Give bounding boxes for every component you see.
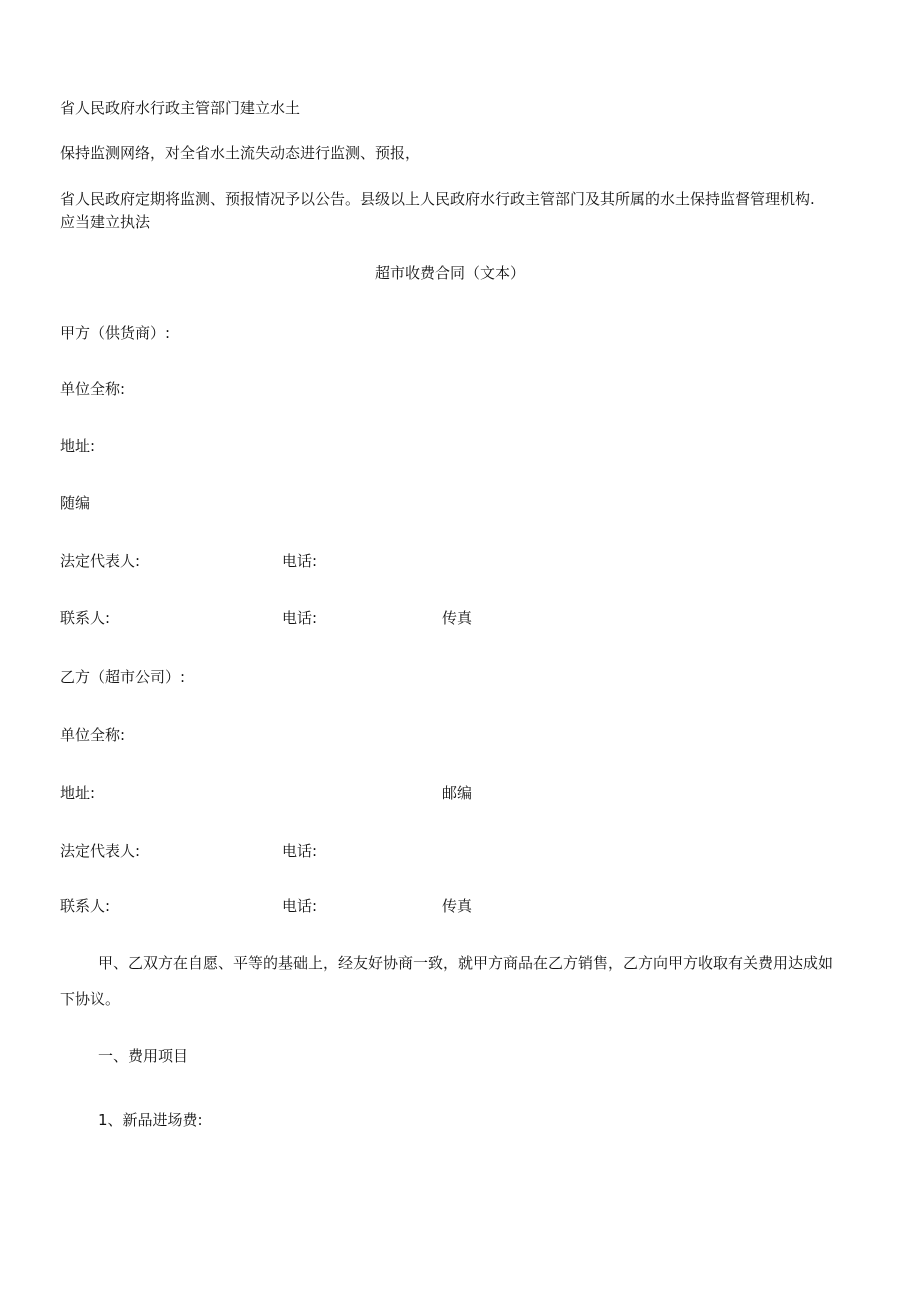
- party-b-address-label: 地址:: [60, 784, 96, 802]
- party-a-fax-label: 传真: [442, 609, 473, 627]
- agreement-line-1: 甲、乙双方在自愿、平等的基础上，经友好协商一致，就甲方商品在乙方销售，乙方向甲方收取有关费用达成如: [98, 954, 834, 972]
- party-a-contact-phone-label: 电话:: [282, 609, 318, 627]
- party-b-contact-label: 联系人:: [60, 897, 111, 915]
- party-a-heading: 甲方（供货商）:: [60, 324, 171, 342]
- section-1-heading: 一、费用项目: [98, 1047, 189, 1065]
- party-b-contact-phone-label: 电话:: [282, 897, 318, 915]
- intro-line-4: 应当建立执法: [60, 213, 151, 231]
- section-1-item-1: 1、新品进场费:: [98, 1111, 203, 1129]
- party-b-legal-rep-label: 法定代表人:: [60, 842, 141, 860]
- intro-line-3: 省人民政府定期将监测、预报情况予以公告。县级以上人民政府水行政主管部门及其所属的水土保持监督管理机构.: [60, 190, 815, 208]
- intro-line-1: 省人民政府水行政主管部门建立水土: [60, 99, 301, 117]
- party-a-postcode-label: 随编: [60, 494, 91, 512]
- contract-title: 超市收费合同（文本）: [374, 264, 525, 282]
- party-b-fax-label: 传真: [442, 897, 473, 915]
- party-b-heading: 乙方（超市公司）:: [60, 668, 186, 686]
- party-b-unit-name-label: 单位全称:: [60, 726, 126, 744]
- party-a-unit-name-label: 单位全称:: [60, 380, 126, 398]
- party-a-legal-rep-phone-label: 电话:: [282, 552, 318, 570]
- party-b-legal-rep-phone-label: 电话:: [282, 842, 318, 860]
- intro-line-2: 保持监测网络，对全省水土流失动态进行监测、预报，: [60, 144, 421, 162]
- party-b-postcode-label: 邮编: [442, 784, 473, 802]
- party-a-legal-rep-label: 法定代表人:: [60, 552, 141, 570]
- agreement-line-2: 下协议。: [60, 990, 121, 1008]
- party-a-address-label: 地址:: [60, 437, 96, 455]
- party-a-contact-label: 联系人:: [60, 609, 111, 627]
